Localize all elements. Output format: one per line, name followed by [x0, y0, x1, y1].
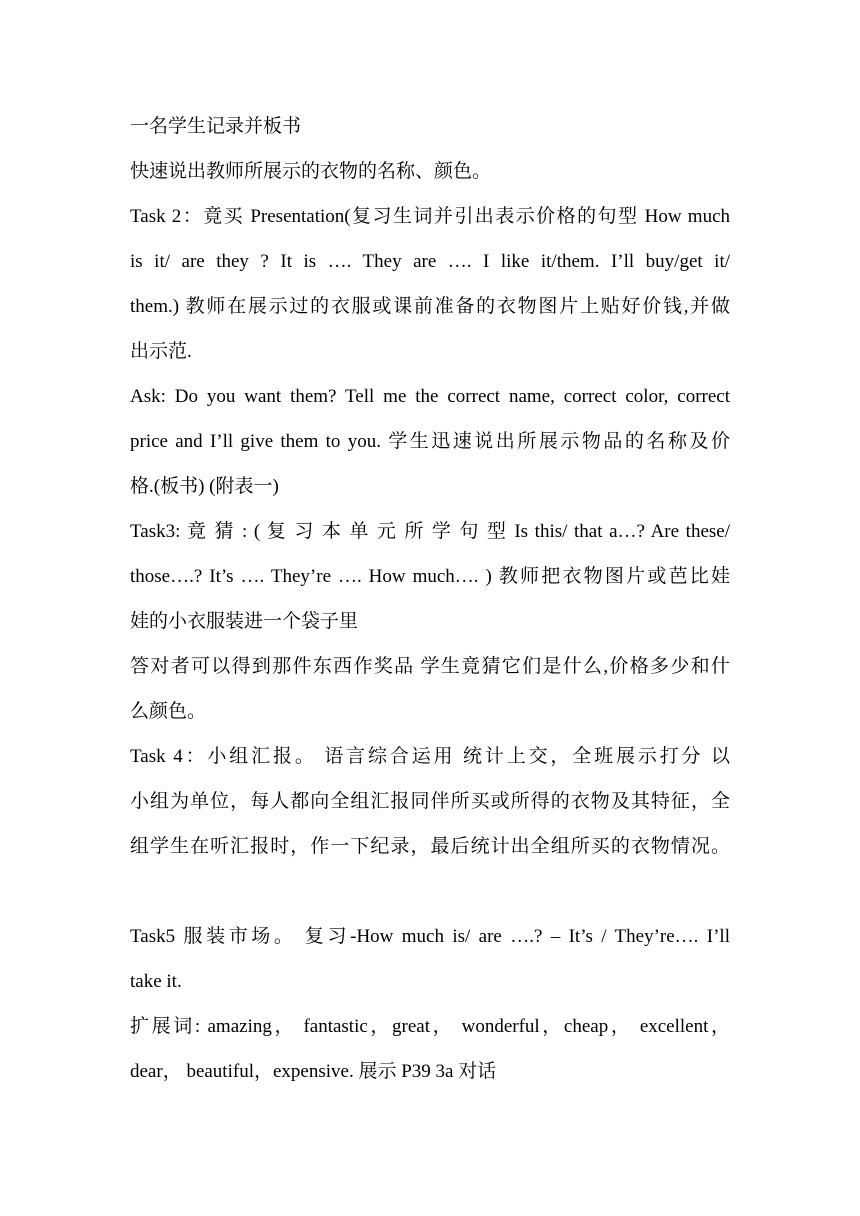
text-line: price and I’ll give them to you. 学生迅速说出所展示物品的名称及价	[130, 431, 730, 452]
text-line: 组学生在听汇报时，作一下纪录，最后统计出全组所买的衣物情况。	[130, 836, 730, 857]
text-line: is it/ are they ? It is …. They are …. I like it/them. I’ll buy/get it/	[130, 251, 730, 272]
text-line: Ask: Do you want them? Tell me the correct name, correct color, correct	[130, 386, 730, 407]
text-line: them.) 教师在展示过的衣服或课前准备的衣物图片上贴好价钱,并做	[130, 296, 730, 317]
text-line: 格.(板书) (附表一)	[130, 476, 279, 497]
text-line: 小组为单位，每人都向全组汇报同伴所买或所得的衣物及其特征，全	[130, 791, 730, 812]
text-line: dear， beautiful，expensive. 展示 P39 3a 对话	[130, 1061, 497, 1082]
text-line: 出示范.	[130, 341, 192, 362]
text-line: those….? It’s …. They’re …. How much…. ) 教师把衣物图片或芭比娃	[130, 566, 730, 587]
text-line: Task5 服装市场。 复习-How much is/ are ….? – It’s / They’re…. I’ll	[130, 926, 730, 947]
text-line: 么颜色。	[130, 701, 207, 722]
text-line: 快速说出教师所展示的衣物的名称、颜色。	[130, 161, 492, 182]
text-line: 扩展词: amazing， fantastic，great， wonderful，cheap， excellent，	[130, 1016, 730, 1037]
text-line: 答对者可以得到那件东西作奖品 学生竟猜它们是什么,价格多少和什	[130, 656, 730, 677]
text-line: Task3: 竟 猜 : ( 复 习 本 单 元 所 学 句 型 Is this/ that a…? Are these/	[130, 521, 730, 542]
text-line: Task 4：小组汇报。 语言综合运用 统计上交，全班展示打分 以	[130, 746, 730, 767]
text-line: take it.	[130, 971, 182, 992]
text-line: 一名学生记录并板书	[130, 116, 302, 137]
text-line: 娃的小衣服装进一个袋子里	[130, 611, 359, 632]
text-line: Task 2：竟买 Presentation(复习生词并引出表示价格的句型 How much	[130, 206, 730, 227]
